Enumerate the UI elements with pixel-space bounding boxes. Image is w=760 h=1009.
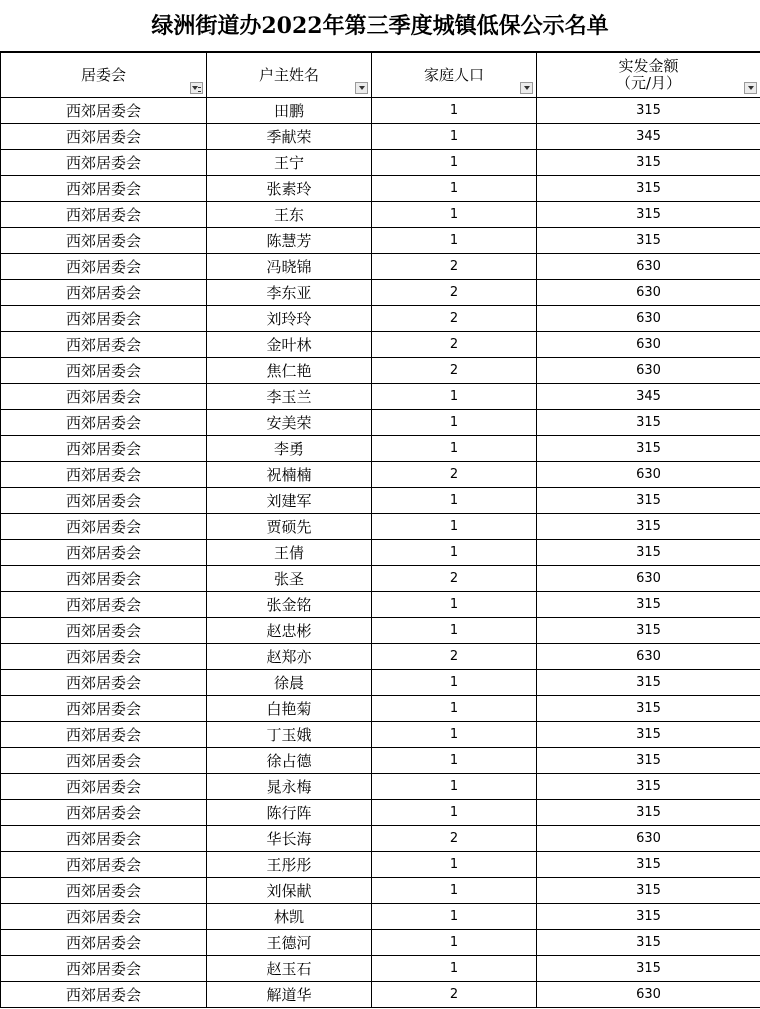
roster-table xyxy=(0,52,760,1008)
cell-householder-name[interactable]: 王宁 xyxy=(207,150,372,176)
cell-amount[interactable]: 315 xyxy=(537,488,760,514)
table-row xyxy=(1,332,760,358)
cell-committee[interactable]: 西郊居委会 xyxy=(1,384,207,410)
table-row xyxy=(1,410,760,436)
cell-committee[interactable]: 西郊居委会 xyxy=(1,410,207,436)
table-row xyxy=(1,774,760,800)
table-row xyxy=(1,852,760,878)
cell-household-size[interactable]: 2 xyxy=(372,644,537,670)
cell-household-size[interactable]: 1 xyxy=(372,514,537,540)
table-row xyxy=(1,956,760,982)
cell-amount[interactable]: 315 xyxy=(537,852,760,878)
cell-householder-name[interactable]: 李勇 xyxy=(207,436,372,462)
table-row xyxy=(1,800,760,826)
cell-householder-name[interactable]: 季献荣 xyxy=(207,124,372,150)
cell-committee[interactable]: 西郊居委会 xyxy=(1,878,207,904)
cell-amount[interactable]: 315 xyxy=(537,930,760,956)
cell-householder-name[interactable]: 赵郑亦 xyxy=(207,644,372,670)
filter-dropdown-icon[interactable] xyxy=(520,82,533,94)
cell-amount[interactable]: 630 xyxy=(537,644,760,670)
cell-amount[interactable]: 315 xyxy=(537,410,760,436)
cell-amount[interactable]: 315 xyxy=(537,800,760,826)
table-row xyxy=(1,930,760,956)
cell-household-size[interactable]: 1 xyxy=(372,800,537,826)
cell-committee[interactable]: 西郊居委会 xyxy=(1,332,207,358)
table-row xyxy=(1,384,760,410)
cell-household-size[interactable]: 1 xyxy=(372,930,537,956)
cell-committee[interactable]: 西郊居委会 xyxy=(1,150,207,176)
table-row xyxy=(1,618,760,644)
cell-household-size[interactable]: 2 xyxy=(372,358,537,384)
cell-amount[interactable]: 630 xyxy=(537,254,760,280)
cell-amount[interactable]: 315 xyxy=(537,904,760,930)
table-row xyxy=(1,566,760,592)
cell-committee[interactable]: 西郊居委会 xyxy=(1,670,207,696)
cell-householder-name[interactable]: 白艳菊 xyxy=(207,696,372,722)
cell-household-size[interactable]: 1 xyxy=(372,384,537,410)
cell-amount[interactable]: 315 xyxy=(537,774,760,800)
cell-committee[interactable]: 西郊居委会 xyxy=(1,254,207,280)
cell-committee[interactable]: 西郊居委会 xyxy=(1,618,207,644)
column-header-label: 家庭人口 xyxy=(423,65,484,84)
cell-household-size[interactable]: 1 xyxy=(372,956,537,982)
cell-amount[interactable]: 630 xyxy=(537,332,760,358)
header-row xyxy=(1,53,760,98)
cell-amount[interactable]: 315 xyxy=(537,748,760,774)
cell-amount[interactable]: 315 xyxy=(537,150,760,176)
cell-householder-name[interactable]: 晁永梅 xyxy=(207,774,372,800)
cell-household-size[interactable]: 1 xyxy=(372,124,537,150)
table-row xyxy=(1,436,760,462)
cell-amount[interactable]: 315 xyxy=(537,670,760,696)
cell-householder-name[interactable]: 刘建军 xyxy=(207,488,372,514)
table-row xyxy=(1,826,760,852)
cell-householder-name[interactable]: 徐晨 xyxy=(207,670,372,696)
cell-committee[interactable]: 西郊居委会 xyxy=(1,124,207,150)
cell-amount[interactable]: 315 xyxy=(537,228,760,254)
table-row xyxy=(1,722,760,748)
cell-committee[interactable]: 西郊居委会 xyxy=(1,748,207,774)
cell-committee[interactable]: 西郊居委会 xyxy=(1,436,207,462)
cell-amount[interactable]: 315 xyxy=(537,540,760,566)
column-header-label: 实发金额 xyxy=(618,57,679,75)
cell-committee[interactable]: 西郊居委会 xyxy=(1,462,207,488)
cell-householder-name[interactable]: 李东亚 xyxy=(207,280,372,306)
cell-amount[interactable]: 315 xyxy=(537,176,760,202)
filter-active-icon[interactable] xyxy=(190,82,203,94)
cell-householder-name[interactable]: 刘保献 xyxy=(207,878,372,904)
cell-committee[interactable]: 西郊居委会 xyxy=(1,202,207,228)
column-header-label: 户主姓名 xyxy=(258,65,319,84)
column-header-amount xyxy=(537,53,760,98)
cell-householder-name[interactable]: 张金铭 xyxy=(207,592,372,618)
table-row xyxy=(1,306,760,332)
cell-household-size[interactable]: 1 xyxy=(372,618,537,644)
cell-household-size[interactable]: 1 xyxy=(372,696,537,722)
table-row xyxy=(1,228,760,254)
cell-amount[interactable]: 315 xyxy=(537,436,760,462)
table-row xyxy=(1,488,760,514)
cell-committee[interactable]: 西郊居委会 xyxy=(1,488,207,514)
cell-amount[interactable]: 630 xyxy=(537,826,760,852)
column-header-label: 居委会 xyxy=(80,65,126,84)
cell-amount[interactable]: 630 xyxy=(537,566,760,592)
cell-committee[interactable]: 西郊居委会 xyxy=(1,176,207,202)
filter-dropdown-icon[interactable] xyxy=(355,82,368,94)
cell-household-size[interactable]: 2 xyxy=(372,306,537,332)
cell-householder-name[interactable]: 张圣 xyxy=(207,566,372,592)
cell-householder-name[interactable]: 林凯 xyxy=(207,904,372,930)
table-row xyxy=(1,176,760,202)
cell-amount[interactable]: 345 xyxy=(537,384,760,410)
column-header-household-size xyxy=(372,53,537,98)
cell-householder-name[interactable]: 刘玲玲 xyxy=(207,306,372,332)
cell-householder-name[interactable]: 徐占德 xyxy=(207,748,372,774)
cell-amount[interactable]: 315 xyxy=(537,618,760,644)
cell-householder-name[interactable]: 金叶林 xyxy=(207,332,372,358)
cell-committee[interactable]: 西郊居委会 xyxy=(1,800,207,826)
table-row xyxy=(1,124,760,150)
table-body xyxy=(1,98,760,1008)
cell-committee[interactable]: 西郊居委会 xyxy=(1,956,207,982)
cell-household-size[interactable]: 2 xyxy=(372,254,537,280)
cell-household-size[interactable]: 1 xyxy=(372,150,537,176)
cell-householder-name[interactable]: 赵玉石 xyxy=(207,956,372,982)
column-header-committee xyxy=(1,53,207,98)
cell-householder-name[interactable]: 贾硕先 xyxy=(207,514,372,540)
cell-household-size[interactable]: 1 xyxy=(372,670,537,696)
table-row xyxy=(1,904,760,930)
cell-householder-name[interactable]: 田鹏 xyxy=(207,98,372,124)
cell-committee[interactable]: 西郊居委会 xyxy=(1,904,207,930)
cell-committee[interactable]: 西郊居委会 xyxy=(1,566,207,592)
cell-amount[interactable]: 315 xyxy=(537,98,760,124)
cell-household-size[interactable]: 1 xyxy=(372,488,537,514)
cell-household-size[interactable]: 2 xyxy=(372,462,537,488)
cell-householder-name[interactable]: 丁玉娥 xyxy=(207,722,372,748)
table-row xyxy=(1,280,760,306)
cell-amount[interactable]: 315 xyxy=(537,514,760,540)
table-row xyxy=(1,878,760,904)
cell-committee[interactable]: 西郊居委会 xyxy=(1,722,207,748)
cell-amount[interactable]: 315 xyxy=(537,592,760,618)
cell-household-size[interactable]: 1 xyxy=(372,228,537,254)
cell-household-size[interactable]: 1 xyxy=(372,904,537,930)
table-row xyxy=(1,982,760,1008)
table-row xyxy=(1,670,760,696)
cell-committee[interactable]: 西郊居委会 xyxy=(1,826,207,852)
cell-household-size[interactable]: 2 xyxy=(372,566,537,592)
cell-committee[interactable]: 西郊居委会 xyxy=(1,358,207,384)
cell-household-size[interactable]: 1 xyxy=(372,98,537,124)
cell-amount[interactable]: 315 xyxy=(537,202,760,228)
cell-householder-name[interactable]: 解道华 xyxy=(207,982,372,1008)
cell-committee[interactable]: 西郊居委会 xyxy=(1,696,207,722)
cell-householder-name[interactable]: 王彤彤 xyxy=(207,852,372,878)
cell-amount[interactable]: 630 xyxy=(537,306,760,332)
cell-committee[interactable]: 西郊居委会 xyxy=(1,540,207,566)
cell-householder-name[interactable]: 焦仁艳 xyxy=(207,358,372,384)
cell-householder-name[interactable]: 华长海 xyxy=(207,826,372,852)
table-row xyxy=(1,644,760,670)
cell-household-size[interactable]: 2 xyxy=(372,826,537,852)
cell-householder-name[interactable]: 赵忠彬 xyxy=(207,618,372,644)
cell-household-size[interactable]: 1 xyxy=(372,540,537,566)
sheet-title: 绿洲街道办2022年第三季度城镇低保公示名单 xyxy=(0,0,760,52)
table-row xyxy=(1,202,760,228)
cell-household-size[interactable]: 2 xyxy=(372,332,537,358)
cell-householder-name[interactable]: 冯晓锦 xyxy=(207,254,372,280)
cell-household-size[interactable]: 2 xyxy=(372,280,537,306)
cell-household-size[interactable]: 1 xyxy=(372,436,537,462)
cell-householder-name[interactable]: 陈慧芳 xyxy=(207,228,372,254)
column-header-unit: （元/月） xyxy=(615,74,682,92)
cell-household-size[interactable]: 1 xyxy=(372,202,537,228)
table-row xyxy=(1,540,760,566)
cell-household-size[interactable]: 1 xyxy=(372,878,537,904)
table-row xyxy=(1,592,760,618)
cell-committee[interactable]: 西郊居委会 xyxy=(1,644,207,670)
cell-household-size[interactable]: 1 xyxy=(372,176,537,202)
column-header-householder xyxy=(207,53,372,98)
cell-householder-name[interactable]: 张素玲 xyxy=(207,176,372,202)
table-row xyxy=(1,98,760,124)
cell-amount[interactable]: 315 xyxy=(537,956,760,982)
cell-committee[interactable]: 西郊居委会 xyxy=(1,592,207,618)
cell-committee[interactable]: 西郊居委会 xyxy=(1,982,207,1008)
filter-dropdown-icon[interactable] xyxy=(744,82,757,94)
cell-householder-name[interactable]: 李玉兰 xyxy=(207,384,372,410)
cell-householder-name[interactable]: 陈行阵 xyxy=(207,800,372,826)
table-row xyxy=(1,514,760,540)
cell-committee[interactable]: 西郊居委会 xyxy=(1,774,207,800)
cell-household-size[interactable]: 1 xyxy=(372,748,537,774)
cell-amount[interactable]: 315 xyxy=(537,722,760,748)
table-row xyxy=(1,358,760,384)
cell-committee[interactable]: 西郊居委会 xyxy=(1,306,207,332)
cell-householder-name[interactable]: 王德河 xyxy=(207,930,372,956)
table-row xyxy=(1,254,760,280)
cell-committee[interactable]: 西郊居委会 xyxy=(1,280,207,306)
table-row xyxy=(1,462,760,488)
cell-committee[interactable]: 西郊居委会 xyxy=(1,228,207,254)
cell-amount[interactable]: 315 xyxy=(537,696,760,722)
cell-householder-name[interactable]: 王倩 xyxy=(207,540,372,566)
cell-household-size[interactable]: 1 xyxy=(372,410,537,436)
cell-householder-name[interactable]: 祝楠楠 xyxy=(207,462,372,488)
cell-amount[interactable]: 315 xyxy=(537,878,760,904)
cell-committee[interactable]: 西郊居委会 xyxy=(1,514,207,540)
cell-committee[interactable]: 西郊居委会 xyxy=(1,852,207,878)
cell-household-size[interactable]: 1 xyxy=(372,592,537,618)
cell-committee[interactable]: 西郊居委会 xyxy=(1,98,207,124)
cell-amount[interactable]: 630 xyxy=(537,982,760,1008)
cell-amount[interactable]: 345 xyxy=(537,124,760,150)
cell-committee[interactable]: 西郊居委会 xyxy=(1,930,207,956)
cell-householder-name[interactable]: 安美荣 xyxy=(207,410,372,436)
cell-household-size[interactable]: 1 xyxy=(372,774,537,800)
table-row xyxy=(1,748,760,774)
cell-amount[interactable]: 630 xyxy=(537,358,760,384)
cell-household-size[interactable]: 1 xyxy=(372,852,537,878)
cell-household-size[interactable]: 2 xyxy=(372,982,537,1008)
cell-household-size[interactable]: 1 xyxy=(372,722,537,748)
cell-amount[interactable]: 630 xyxy=(537,462,760,488)
table-row xyxy=(1,696,760,722)
cell-householder-name[interactable]: 王东 xyxy=(207,202,372,228)
table-row xyxy=(1,150,760,176)
cell-amount[interactable]: 630 xyxy=(537,280,760,306)
